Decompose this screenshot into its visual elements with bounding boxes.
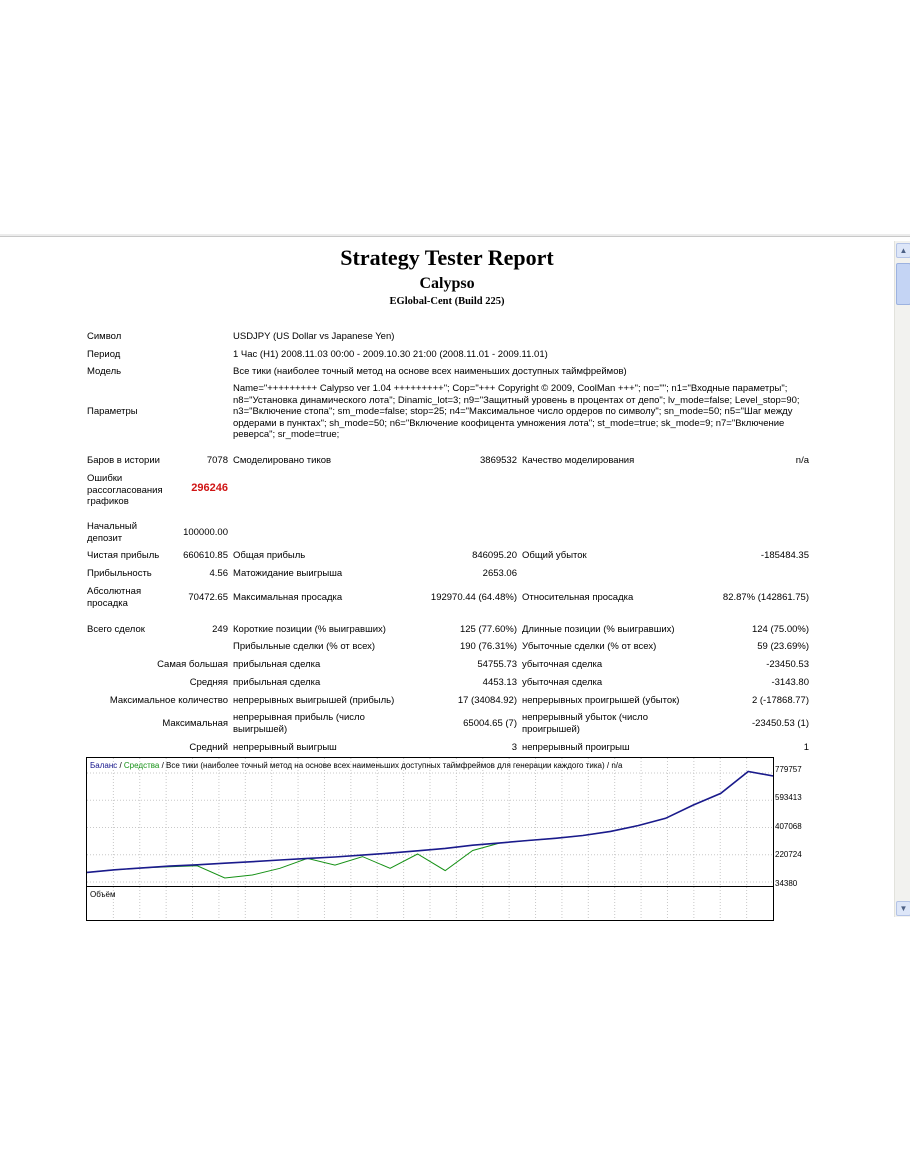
maxcons-losses-label: непрерывных проигрышей (убыток) (522, 695, 680, 706)
maximal-label: Максимальная (162, 718, 228, 729)
maxcons-wins-label: непрерывных выигрышей (прибыль) (233, 695, 395, 706)
expert-name: Calypso (419, 275, 475, 292)
gross-profit-value: 846095.20 (472, 550, 517, 561)
legend-model: / Все тики (наиболее точный метод на основе всех наименьших доступных таймфреймов для генерации каждого тика) / n/a (159, 761, 623, 770)
loss-value: 59 (23.69%) (757, 641, 809, 652)
y-tick-label: 34380 (775, 879, 798, 888)
avg-profit-label: прибыльная сделка (233, 677, 321, 688)
pf-label: Прибыльность (87, 568, 152, 579)
symbol-label: Символ (87, 331, 122, 342)
y-tick-label: 593413 (775, 793, 802, 802)
maxcons-losses-value: 2 (-17868.77) (751, 695, 809, 706)
report-title: Strategy Tester Report (340, 245, 554, 270)
avgcons-wins-label: непрерывный выигрыш (233, 742, 337, 753)
params-value: Name="+++++++++ Calypso ver 1.04 +++++++++"; Cop="+++ Copyright © 2009, CoolMan +++"; no=""; n1="Входные параметры"; n8="Установка динамического лота"; Dinamic_lot=3; n9="Защитный уровень в процентах от депо"; lv_mode=false; Level_stop=90; n3="Включение стопа"; sm_mode=false; stop=25; n4="Максимальное число ордеров по символу"; sn_mode=50; n5="Шаг между ордерами в пунктах"; sh_mode=50; n6="Включение коофицента умножения лота"; st_mode=true; sk_mode=9; n7="Включение реверса"; sr_mode=true; (233, 383, 800, 440)
report-window (0, 236, 910, 921)
long-label: Длинные позиции (% выигравших) (522, 624, 675, 635)
period-value: 1 Час (H1) 2008.11.03 00:00 - 2009.10.30 21:00 (2008.11.01 - 2009.11.01) (233, 349, 548, 360)
deposit-value: 100000.00 (183, 527, 228, 538)
loss-label: Убыточные сделки (% от всех) (522, 641, 657, 652)
largest-loss-label: убыточная сделка (522, 659, 603, 670)
symbol-value: USDJPY (US Dollar vs Japanese Yen) (233, 331, 395, 342)
params-label: Параметры (87, 406, 138, 417)
y-tick-label: 407068 (775, 822, 802, 831)
avg-profit-value: 4453.13 (482, 677, 517, 688)
quality-value: n/a (795, 455, 809, 466)
balance-chart (86, 757, 802, 921)
largest-label: Самая большая (157, 659, 228, 670)
avgcons-wins-value: 3 (511, 742, 517, 753)
max-dd-label: Максимальная просадка (233, 592, 343, 603)
model-value: Все тики (наиболее точный метод на основе всех наименьших доступных таймфреймов) (233, 366, 627, 377)
balance-chart-svg (87, 758, 773, 920)
y-tick-label: 220724 (775, 850, 802, 859)
quality-label: Качество моделирования (522, 455, 635, 466)
mismatch-label: Ошибки рассогласования графиков (87, 473, 163, 507)
model-label: Модель (87, 366, 122, 377)
y-tick-label: 779757 (775, 765, 802, 774)
ticks-label: Смоделировано тиков (233, 455, 332, 466)
scroll-up-icon[interactable]: ▲ (896, 243, 910, 258)
period-label: Период (87, 349, 121, 360)
avg-loss-value: -3143.80 (771, 677, 809, 688)
largest-loss-value: -23450.53 (766, 659, 809, 670)
maxcons-loss-value: -23450.53 (1) (751, 718, 809, 729)
rel-dd-value: 82.87% (142861.75) (722, 592, 809, 603)
max-dd-value: 192970.44 (64.48%) (430, 592, 517, 603)
legend-equity: Средства (123, 761, 160, 770)
gross-loss-value: -185484.35 (760, 550, 809, 561)
win-label: Прибыльные сделки (% от всех) (233, 641, 376, 652)
mismatch-value: 296246 (191, 482, 228, 494)
avgcons-losses-label: непрерывный проигрыш (522, 742, 630, 753)
maxcons-wins-value: 17 (34084.92) (457, 695, 517, 706)
volume-divider (87, 886, 773, 887)
server-name: EGlobal-Cent (Build 225) (389, 296, 505, 307)
legend-separator: / (117, 761, 124, 770)
vertical-scrollbar[interactable] (894, 241, 910, 917)
gross-loss-label: Общий убыток (522, 550, 587, 561)
payoff-label: Матожидание выигрыша (233, 568, 343, 579)
scroll-thumb[interactable] (896, 263, 910, 305)
avg-loss-label: убыточная сделка (522, 677, 603, 688)
deposit-label: Начальный депозит (87, 521, 138, 544)
bars-value: 7078 (206, 455, 228, 466)
net-value: 660610.85 (183, 550, 228, 561)
payoff-value: 2653.06 (482, 568, 517, 579)
maxcons-profit-value: 65004.65 (7) (463, 718, 517, 729)
rel-dd-label: Относительная просадка (522, 592, 634, 603)
average-label: Средняя (189, 677, 228, 688)
abs-dd-value: 70472.65 (188, 592, 228, 603)
short-label: Короткие позиции (% выигравших) (233, 624, 386, 635)
abs-dd-label: Абсолютная просадка (87, 586, 142, 609)
largest-profit-label: прибыльная сделка (233, 659, 321, 670)
chart-legend (90, 761, 622, 770)
volume-label: Объём (90, 890, 116, 899)
largest-profit-value: 54755.73 (477, 659, 517, 670)
win-value: 190 (76.31%) (459, 641, 517, 652)
short-value: 125 (77.60%) (459, 624, 517, 635)
scroll-down-icon[interactable]: ▼ (896, 901, 910, 916)
avgcons-losses-value: 1 (803, 742, 809, 753)
legend-balance: Баланс (90, 761, 118, 770)
pf-value: 4.56 (209, 568, 228, 579)
ticks-value: 3869532 (480, 455, 517, 466)
gross-profit-label: Общая прибыль (233, 550, 306, 561)
maxcons-profit-label: непрерывная прибыль (число выигрышей) (233, 712, 365, 735)
maxcons-loss-label: непрерывный убыток (число проигрышей) (522, 712, 648, 735)
bars-label: Баров в истории (87, 455, 160, 466)
net-label: Чистая прибыль (87, 550, 160, 561)
long-value: 124 (75.00%) (751, 624, 809, 635)
avgcons-label: Средний (189, 742, 228, 753)
maxcount-label: Максимальное количество (109, 695, 228, 706)
trades-label: Всего сделок (87, 624, 145, 635)
trades-value: 249 (212, 624, 228, 635)
